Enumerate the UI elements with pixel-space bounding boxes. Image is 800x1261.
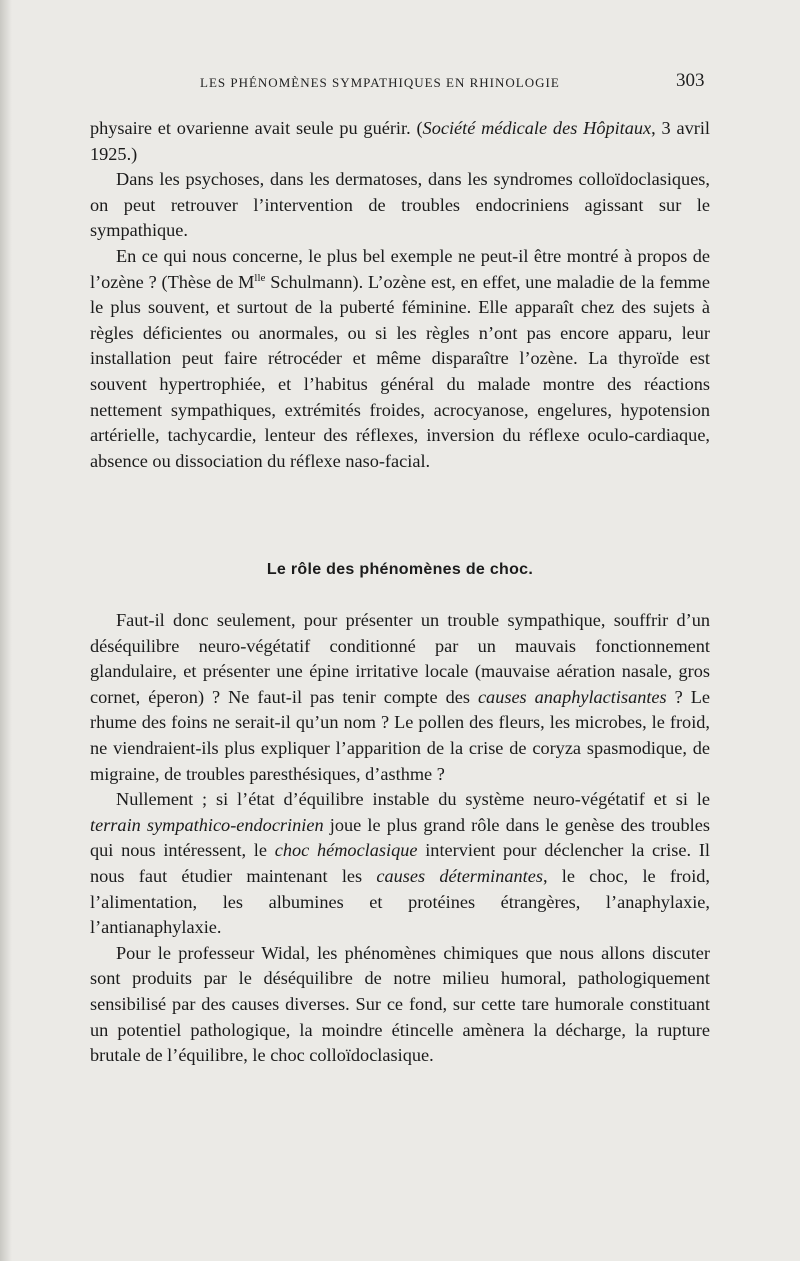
- text-segment: Pour le professeur Widal, les phénomènes chimiques que nous allons discuter sont produits par le déséquilibre de notre milieu humoral, pathologiquement sensibilisé par des causes diverses. Sur ce fond, sur cette tare humorale constituant un potentiel pathologique, la moindre étincelle amènera la décharge, la rupture brutale de l’équilibre, le choc colloïdoclasique.: [90, 942, 710, 1066]
- text-segment: , 3 avril 1925.): [90, 118, 710, 164]
- text-segment: joue le plus grand rôle dans le genèse des troubles qui nous intéressent, le: [90, 814, 710, 861]
- superscript-segment: lle: [254, 271, 266, 284]
- text-segment: Nullement ; si l’état d’équilibre instable du système neuro-végétatif et si le: [116, 789, 710, 810]
- paragraph: [90, 787, 710, 941]
- paragraph: [90, 116, 710, 167]
- italic-segment: causes déterminantes: [376, 865, 543, 886]
- page-number: 303: [676, 70, 705, 91]
- text-segment: ? Le rhume des foins ne serait-il qu’un nom ? Le pollen des fleurs, les microbes, le froid, ne viendraient-ils plus expliquer l’apparition de la crise de coryza spasmodique, de migraine, de troubles paresthésiques, d’asthme ?: [90, 686, 710, 784]
- paragraph: [90, 244, 710, 474]
- text-segment: , le choc, le froid, l’alimentation, les albumines et protéines étrangères, l’anaphylaxie, l’antianaphylaxie.: [90, 865, 710, 938]
- text-block-top: [90, 116, 710, 474]
- italic-segment: choc hémoclasique: [274, 840, 418, 861]
- text-segment: En ce qui nous concerne, le plus bel exemple ne peut-il être montré à propos de l’ozène ? (Thèse de M: [90, 245, 710, 292]
- paragraph: [90, 608, 710, 787]
- italic-segment: Société médicale des Hôpitaux: [422, 118, 652, 138]
- text-segment: Faut-il donc seulement, pour présenter un trouble sympathique, souffrir d’un déséquilibre neuro-végétatif conditionné par un mauvais fonctionnement glandulaire, et présenter une épine irritative locale (mauvaise aération nasale, gros cornet, éperon) ? Ne faut-il pas tenir compte des: [90, 610, 710, 707]
- italic-segment: terrain sympathico-endocrinien: [90, 814, 324, 835]
- running-title: LES PHÉNOMÈNES SYMPATHIQUES EN RHINOLOGIE: [200, 75, 560, 90]
- text-segment: Schulmann). L’ozène est, en effet, une maladie de la femme le plus souvent, et surtout de la puberté féminine. Elle apparaît chez des sujets à règles déficientes ou anormales, ou si les règles n’ont pas encore apparu, leur installation peut faire rétrocéder et même disparaître l’ozène. La thyroïde est souvent hypertrophiée, et l’habitus général du malade montre des réactions nettement sympathiques, extrémités froides, acrocyanose, engelures, hypotension artérielle, tachycardie, lenteur des réflexes, inversion du réflexe oculo-cardiaque, absence ou dissociation du réflexe naso-facial.: [90, 271, 710, 471]
- italic-segment: causes anaphylactisantes: [477, 686, 667, 707]
- text-segment: physaire et ovarienne avait seule pu guérir. (: [90, 118, 423, 138]
- paragraph: [90, 941, 710, 1069]
- page-gutter-shadow: [0, 0, 12, 1261]
- text-segment: Dans les psychoses, dans les dermatoses, dans les syndromes colloïdoclasiques, on peut retrouver l’intervention de troubles endocriniens agissant sur le sympathique.: [90, 169, 710, 241]
- paragraph: [90, 167, 710, 244]
- section-heading: Le rôle des phénomènes de choc.: [266, 561, 534, 578]
- text-block-bottom: [90, 608, 710, 1069]
- text-segment: intervient pour déclencher la crise. Il nous faut étudier maintenant les: [90, 840, 710, 886]
